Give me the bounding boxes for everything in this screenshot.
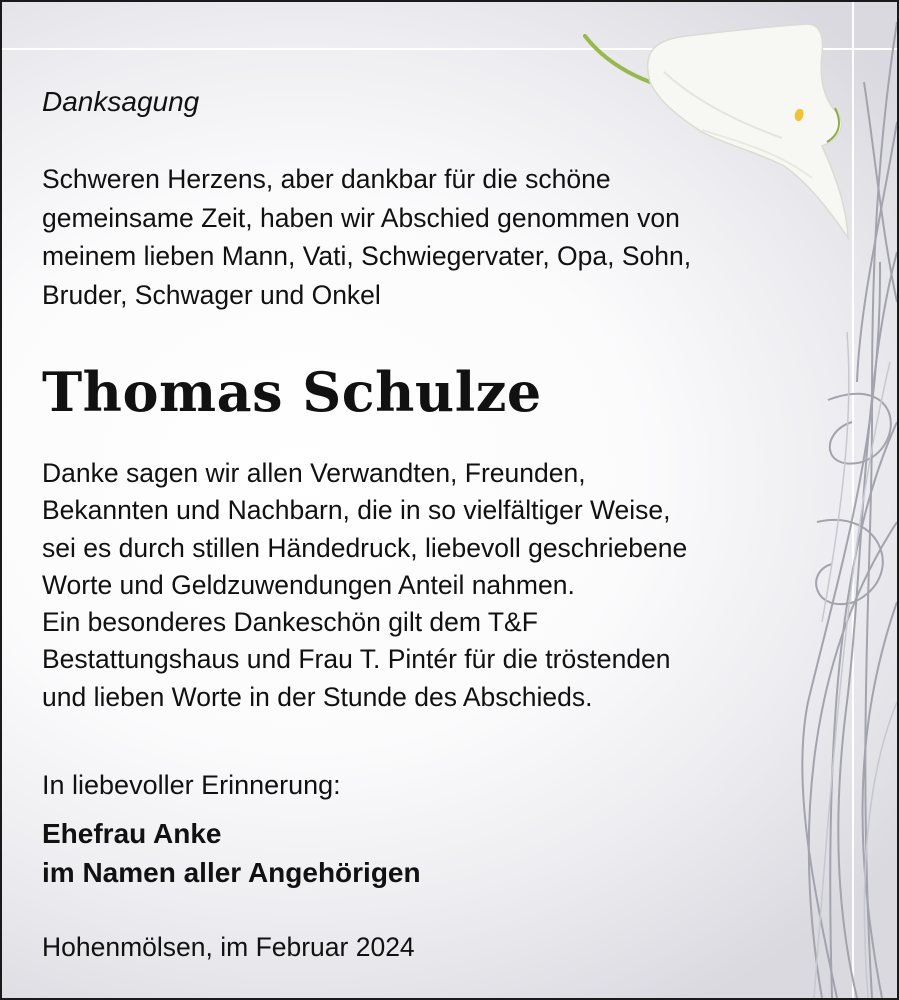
thanks-line: sei es durch stillen Händedruck, liebevoll geschriebene	[42, 532, 688, 563]
intro-line: Bruder, Schwager und Onkel	[42, 279, 381, 310]
thanks-line: Bekannten und Nachbarn, die in so vielfältiger Weise,	[42, 495, 671, 526]
deceased-name: Thomas Schulze	[42, 360, 542, 424]
intro-line: Schweren Herzens, aber dankbar für die schöne	[42, 164, 611, 194]
heading: Danksagung	[42, 86, 200, 117]
memory-line: In liebevoller Erinnerung:	[42, 770, 341, 800]
signer-line: im Namen aller Angehörigen	[42, 856, 421, 888]
intro-line: meinem lieben Mann, Vati, Schwiegervater, Opa, Sohn,	[42, 241, 692, 271]
place-date: Hohenmölsen, im Februar 2024	[42, 932, 415, 962]
thanks-line: Worte und Geldzuwendungen Anteil nahmen.	[42, 569, 575, 600]
signer-block	[42, 815, 421, 892]
thanks-line: Ein besonderes Dankeschön gilt dem T&F	[42, 607, 538, 638]
grass-curves-light	[814, 332, 897, 998]
thanks-line: Danke sagen wir allen Verwandten, Freunden,	[42, 458, 586, 488]
thanks-line: und lieben Worte in der Stunde des Abschieds.	[42, 681, 593, 712]
signer-line: Ehefrau Anke	[42, 818, 222, 849]
thanks-line: Bestattungshaus und Frau T. Pintér für die tröstenden	[42, 644, 671, 675]
thanks-paragraph	[42, 455, 687, 716]
intro-paragraph	[42, 160, 691, 314]
intro-line: gemeinsame Zeit, haben wir Abschied genommen von	[42, 202, 680, 233]
